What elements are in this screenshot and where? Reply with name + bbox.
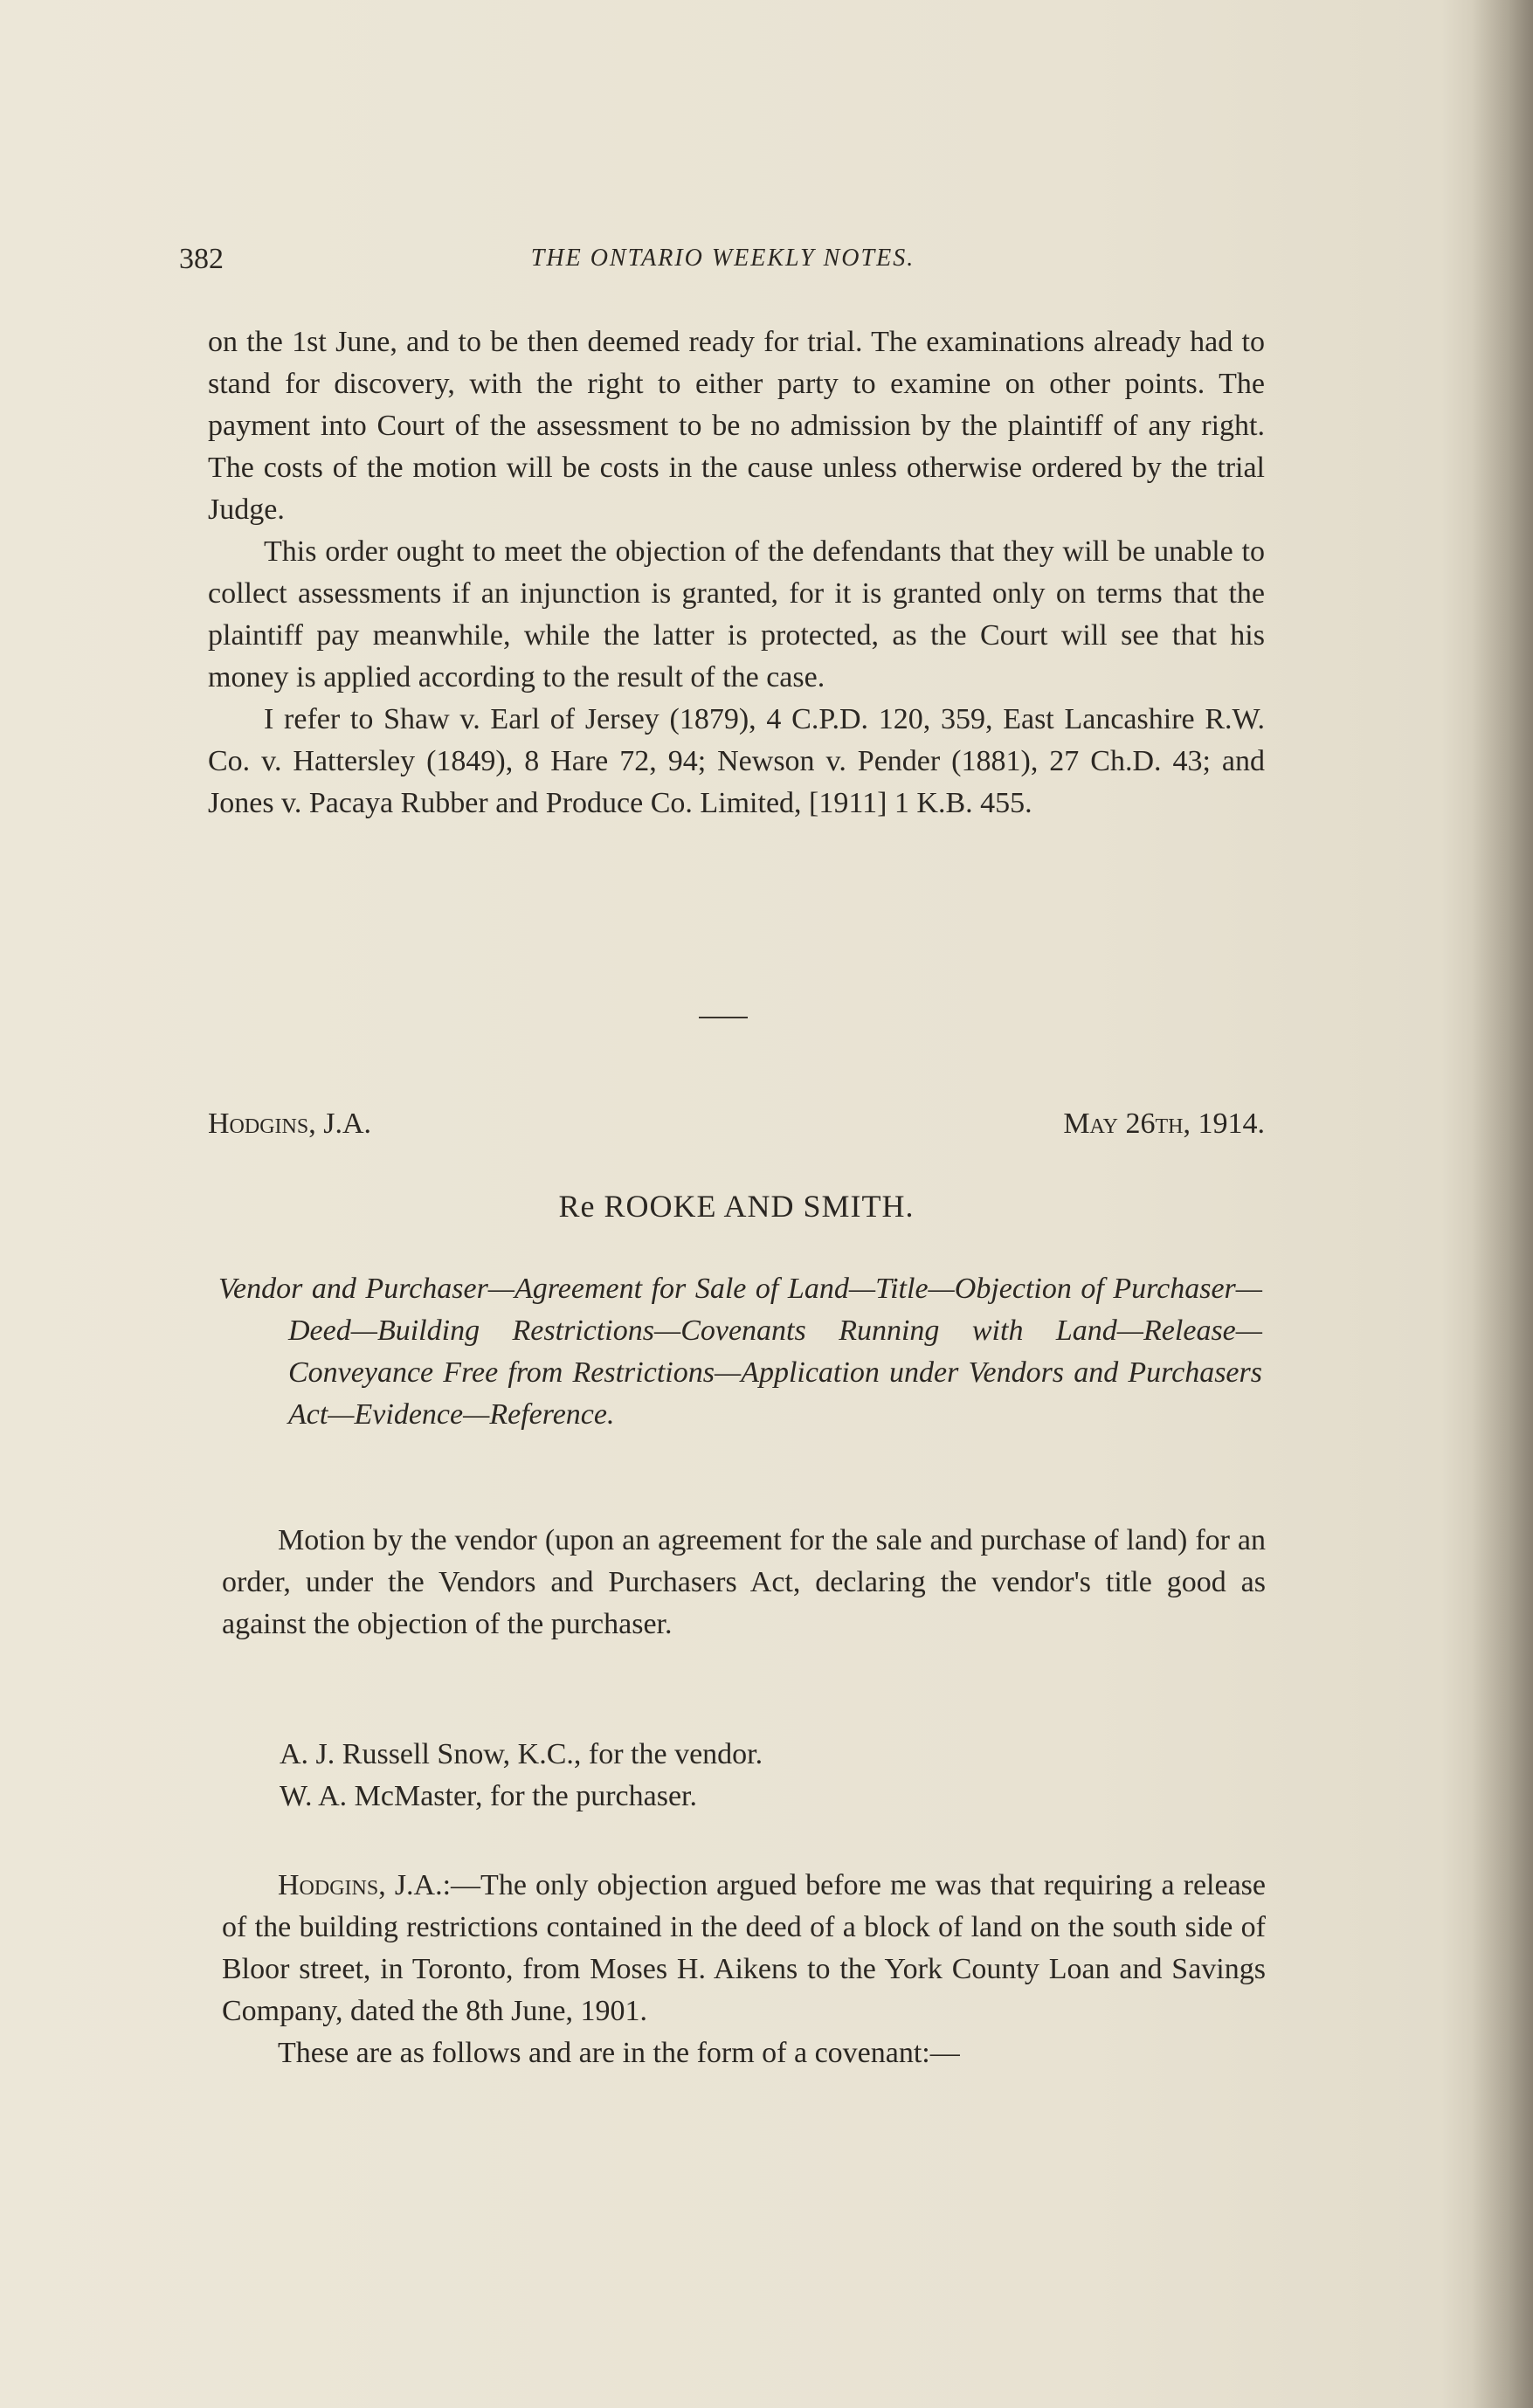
judge-name: Hodgins, J.A. [208, 1107, 372, 1140]
motion-block [222, 1520, 1266, 1646]
motion-text: Motion by the vendor (upon an agreement for the sale and purchase of land) for an order, under the Vendors and Purchasers Act, declaring the vendor's title good as against the objection of the purchaser. [222, 1524, 1266, 1640]
judgment-block [222, 1865, 1266, 2074]
counsel-line: W. A. McMaster, for the purchaser. [280, 1780, 697, 1812]
counsel-list [280, 1734, 763, 1818]
headnote-text: Vendor and Purchaser—Agreement for Sale of Land—Title—Objection of Purchaser—Deed—Building Restrictions—Covenants Running with Land—Release—Conveyance Free from Restrictions—Application under Vendors and Purchasers Act—Evidence—Reference. [218, 1273, 1262, 1431]
counsel-line: A. J. Russell Snow, K.C., for the vendor. [280, 1738, 763, 1770]
page-edge-shadow [1472, 0, 1533, 2408]
headnote [218, 1268, 1262, 1436]
paragraph: on the 1st June, and to be then deemed ready for trial. The examinations already had to stand for discovery, with the right to either party to examine on other points. The payment into Court of the assessment to be no admission by the plaintiff of any right. The costs of the motion will be costs in the cause unless otherwise ordered by the trial Judge. [208, 326, 1265, 526]
case-title: Re ROOKE AND SMITH. [558, 1189, 915, 1224]
previous-case-text [208, 321, 1265, 825]
running-title: THE ONTARIO WEEKLY NOTES. [530, 245, 915, 272]
page-header [179, 243, 1267, 283]
case-judge-date-line [208, 1107, 1265, 1149]
paragraph: This order ought to meet the objection of the defendants that they will be unable to collect assessments if an injunction is granted, for it is granted only on terms that the plaintiff pay meanwhile, while the latter is protected, as the Court will see that his money is applied according to the result of the case. [208, 535, 1265, 693]
judgment-paragraph [222, 1865, 1266, 2032]
closing-paragraph: These are as follows and are in the form of a covenant:— [278, 2037, 960, 2069]
section-divider [699, 1017, 748, 1018]
decision-date: May 26th, 1914. [1063, 1107, 1265, 1140]
page-number: 382 [179, 243, 224, 275]
paragraph: I refer to Shaw v. Earl of Jersey (1879), 4 C.P.D. 120, 359, East Lancashire R.W. Co. v. Hattersley (1849), 8 Hare 72, 94; Newson v. Pender (1881), 27 Ch.D. 43; and Jones v. Pacaya Rubber and Produce Co. Limited, [1911] 1 K.B. 455. [208, 703, 1265, 819]
judgment-judge-name: Hodgins, J.A. [278, 1869, 443, 1901]
judgment-intro-text: :—The only objection argued before me was that requiring a release of the building restrictions contained in the deed of a block of land on the south side of Bloor street, in Toronto, from Moses H. Aikens to the York County Loan and Savings Company, dated the 8th June, 1901. [222, 1869, 1266, 2027]
